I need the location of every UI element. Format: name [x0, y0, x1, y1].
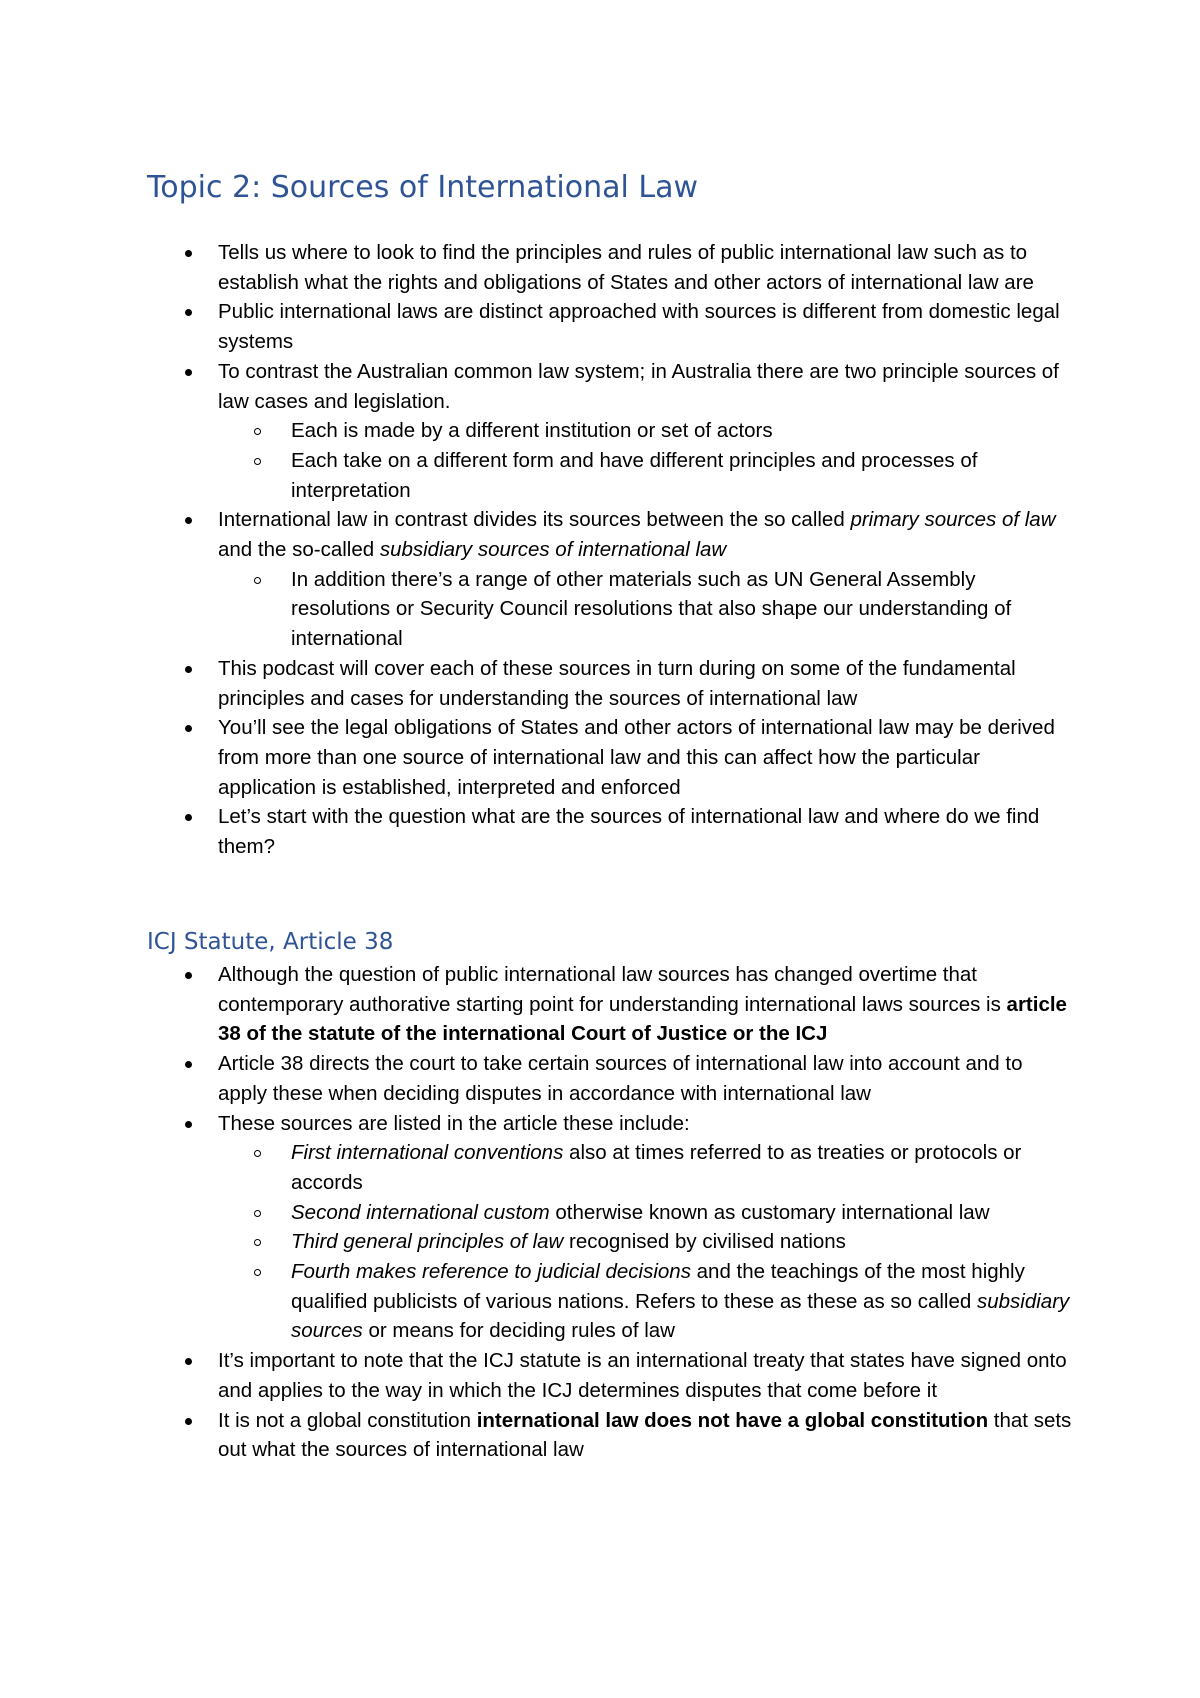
item-text: In addition there’s a range of other materials such as UN General Assembly resolutions or Security Council resolutions that also shape our understanding of international — [291, 567, 1012, 651]
hollow-bullet-icon — [254, 577, 261, 584]
italic-term: First international conventions — [291, 1141, 564, 1165]
section-heading: ICJ Statute, Article 38 — [147, 929, 394, 955]
bullet-icon — [185, 1061, 192, 1068]
sub-list-item — [0, 446, 1200, 505]
item-text: recognised by civilised nations — [563, 1230, 846, 1254]
list-item — [0, 960, 1200, 1049]
sub-list-item — [0, 565, 1200, 654]
item-text: and the so-called — [218, 538, 380, 562]
hollow-bullet-icon — [254, 1239, 261, 1246]
bullet-icon — [185, 1418, 192, 1425]
list-item — [0, 802, 1200, 861]
italic-term: Fourth makes reference to judicial decisions — [291, 1260, 691, 1284]
bold-phrase: international law does not have a global constitution — [476, 1408, 989, 1432]
sub-list-item — [0, 1257, 1200, 1346]
bold-phrase: article 38 of the statute of the international Court of Justice or the ICJ — [218, 992, 1067, 1046]
item-text: International law in contrast divides its sources between the so called — [218, 508, 851, 532]
hollow-bullet-icon — [254, 1269, 261, 1276]
bullet-icon — [185, 1358, 192, 1365]
hollow-bullet-icon — [254, 1150, 261, 1157]
item-text: otherwise known as customary international law — [549, 1200, 990, 1224]
bullet-icon — [185, 309, 192, 316]
italic-term: subsidiary sources — [291, 1289, 1070, 1343]
list-item — [0, 238, 1200, 297]
item-text: that sets out what the sources of international law — [218, 1408, 1072, 1462]
italic-term: Second international custom — [291, 1200, 550, 1224]
bullet-icon — [185, 725, 192, 732]
item-text: Article 38 directs the court to take certain sources of international law into account and to apply these when deciding disputes in accordance with international law — [218, 1052, 1023, 1105]
topic-bullet-list — [0, 238, 1200, 862]
item-text: Each is made by a different institution or set of actors — [291, 419, 773, 443]
list-item — [0, 1406, 1200, 1465]
item-text: or means for deciding rules of law — [362, 1319, 675, 1343]
hollow-bullet-icon — [254, 1210, 261, 1217]
item-text: Public international laws are distinct approached with sources is different from domestic legal systems — [218, 300, 1060, 354]
bullet-icon — [185, 369, 192, 376]
list-item — [0, 1049, 1200, 1108]
item-text: This podcast will cover each of these sources in turn during on some of the fundamental principles and cases for understanding the sources of international law — [218, 656, 1016, 710]
italic-term: primary sources of law — [850, 508, 1056, 532]
list-item — [0, 1109, 1200, 1139]
sub-list-item — [0, 416, 1200, 446]
item-text: You’ll see the legal obligations of States and other actors of international law may be derived from more than one source of international law and this can affect how the particular application is established, interpreted and enforced — [218, 716, 1055, 799]
item-text: To contrast the Australian common law system; in Australia there are two principle sources of law cases and legislation. — [218, 359, 1059, 413]
bullet-icon — [185, 666, 192, 673]
list-item — [0, 654, 1200, 713]
hollow-bullet-icon — [254, 428, 261, 435]
list-item — [0, 713, 1200, 802]
item-text: and the teachings of the most highly qualified publicists of various nations. Refers to these as these as so called — [291, 1260, 1025, 1313]
item-text: Tells us where to look to find the principles and rules of public international law such as to establish what the rights and obligations of States and other actors of international law are — [218, 241, 1034, 294]
list-item — [0, 505, 1200, 564]
item-text: Each take on a different form and have different principles and processes of interpretation — [291, 448, 978, 502]
item-text: These sources are listed in the article these include: — [218, 1111, 690, 1135]
page-title: Topic 2: Sources of International Law — [147, 170, 699, 205]
bullet-icon — [185, 972, 192, 979]
list-item — [0, 357, 1200, 416]
article-38-bullet-list — [0, 960, 1200, 1465]
item-text: Let’s start with the question what are the sources of international law and where do we find them? — [218, 805, 1040, 859]
bullet-icon — [185, 1121, 192, 1128]
bullet-icon — [185, 250, 192, 257]
item-text: also at times referred to as treaties or protocols or accords — [291, 1141, 1022, 1194]
item-text: It is not a global constitution — [218, 1408, 477, 1432]
bullet-icon — [185, 814, 192, 821]
italic-term: subsidiary sources of international law — [379, 538, 727, 562]
bullet-icon — [185, 517, 192, 524]
list-item — [0, 297, 1200, 356]
italic-term: Third general principles of law — [291, 1230, 564, 1254]
item-text: Although the question of public international law sources has changed overtime that contemporary authorative starting point for understanding international laws sources is — [218, 963, 1007, 1016]
item-text: It’s important to note that the ICJ statute is an international treaty that states have signed onto and applies to the way in which the ICJ determines disputes that come before it — [218, 1349, 1067, 1402]
sub-list-item — [0, 1198, 1200, 1228]
list-item — [0, 1346, 1200, 1405]
hollow-bullet-icon — [254, 458, 261, 465]
sub-list-item — [0, 1138, 1200, 1197]
sub-list-item — [0, 1227, 1200, 1257]
